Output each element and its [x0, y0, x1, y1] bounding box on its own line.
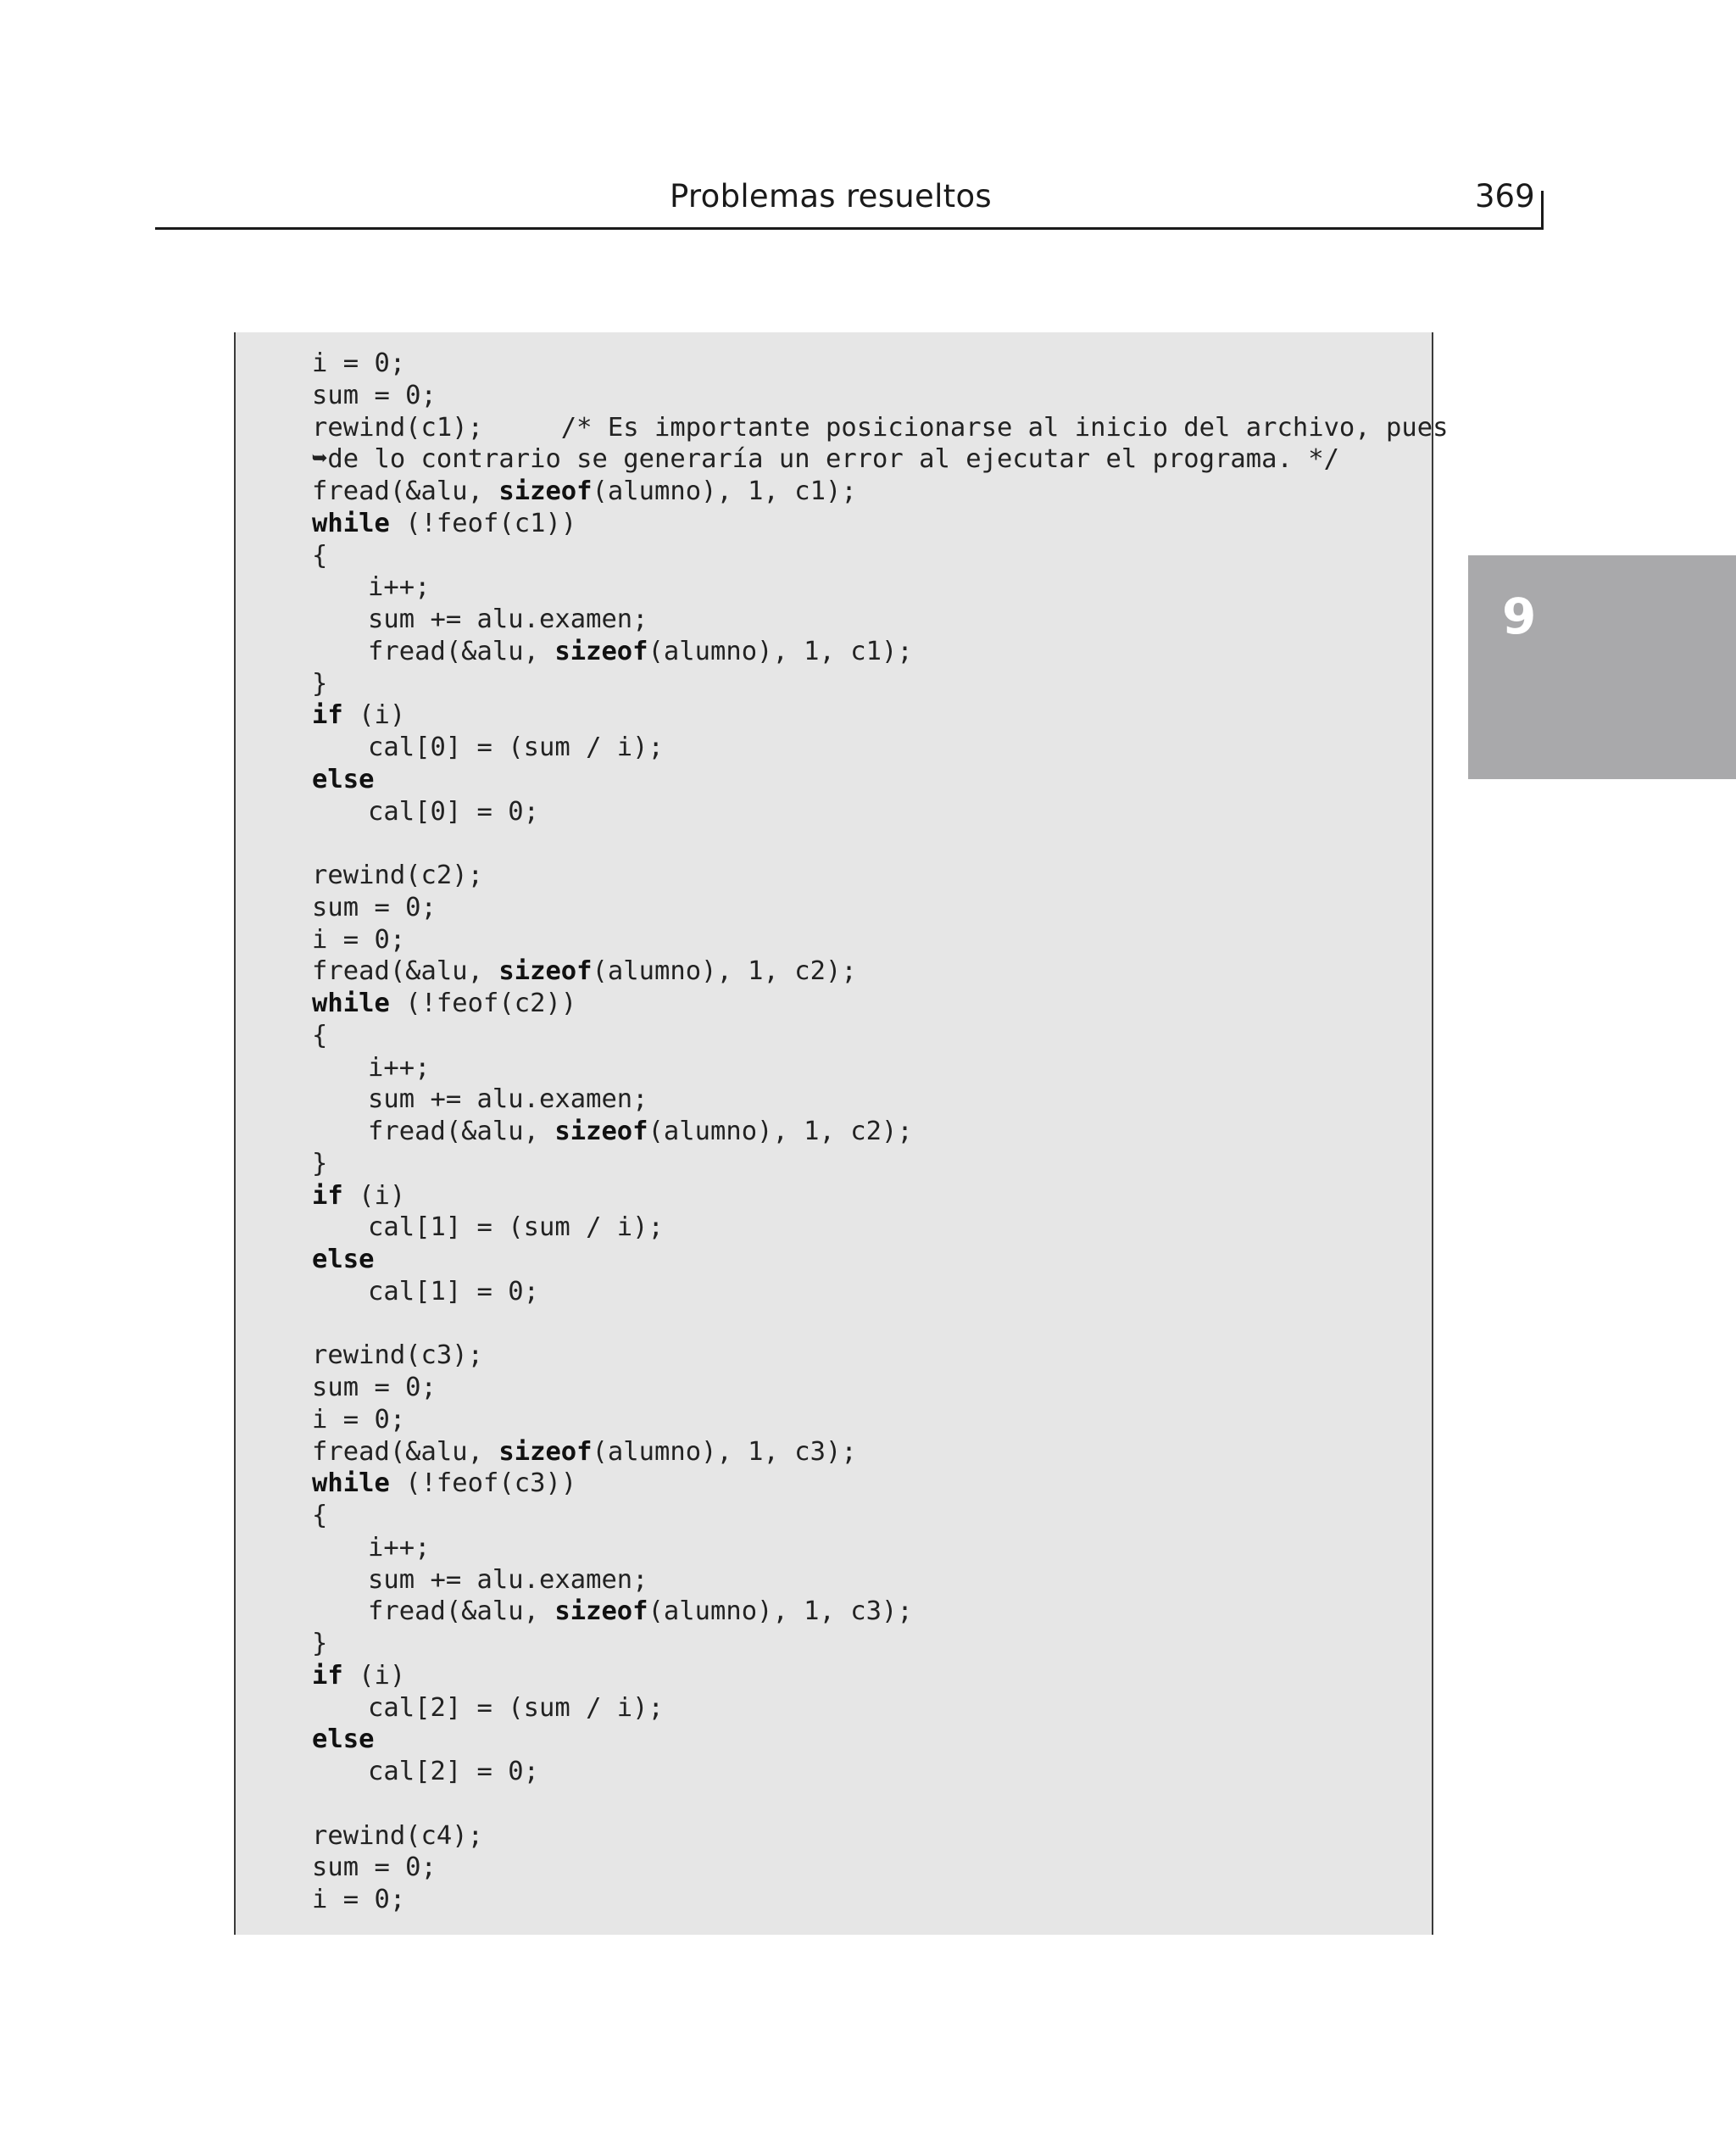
code-line [312, 1564, 1448, 1596]
code-keyword: sizeof [498, 956, 593, 987]
code-text: { [312, 1501, 328, 1530]
code-line [312, 1788, 1448, 1820]
code-text: cal[2] = 0; [368, 1757, 539, 1786]
code-line [312, 699, 1448, 732]
code-text: (i) [342, 1660, 406, 1691]
header-rule-tick [1541, 191, 1544, 230]
code-line [312, 764, 1448, 796]
code-line [312, 412, 1448, 444]
code-text: cal[2] = (sum / i); [368, 1692, 664, 1723]
code-line [312, 1308, 1448, 1340]
code-text: rewind(c4); [312, 1820, 483, 1851]
code-line [312, 1180, 1448, 1212]
code-line [312, 668, 1448, 700]
code-line [312, 540, 1448, 572]
code-text: (alumno), 1, c3); [648, 1596, 913, 1627]
code-line [312, 1692, 1448, 1724]
code-text: fread(&alu, [368, 1117, 555, 1146]
code-line [312, 604, 1448, 636]
code-text: cal[1] = 0; [368, 1276, 539, 1306]
code-text: i = 0; [312, 1404, 406, 1435]
code-line [312, 1436, 1448, 1468]
chapter-tab [1468, 555, 1736, 779]
code-keyword: sizeof [554, 1596, 648, 1627]
code-line [312, 892, 1448, 924]
code-keyword: while [312, 1468, 390, 1499]
code-text: rewind(c1); /* Es importante posicionarse al inicio del archivo, pues [312, 412, 1449, 443]
code-text: (!feof(c1)) [389, 508, 577, 538]
code-text: i++; [368, 572, 431, 603]
code-line [312, 1500, 1448, 1532]
code-text: } [312, 1148, 328, 1178]
code-line [312, 571, 1448, 604]
code-text: sum += alu.examen; [368, 604, 648, 634]
code-listing-box [234, 332, 1449, 1935]
code-line [312, 1724, 1448, 1756]
code-text: sum += alu.examen; [368, 1084, 648, 1115]
code-text: sum = 0; [312, 892, 437, 922]
header-rule [155, 227, 1544, 230]
code-text: cal[0] = 0; [368, 796, 539, 827]
code-keyword: while [312, 508, 390, 538]
code-line [312, 1148, 1448, 1180]
code-line [312, 1660, 1448, 1692]
code-line [312, 1596, 1448, 1628]
code-line [312, 1404, 1448, 1436]
code-line [312, 1276, 1448, 1308]
page-number: 369 [1475, 178, 1535, 214]
code-keyword: sizeof [554, 636, 648, 666]
chapter-number: 9 [1502, 588, 1537, 645]
code-line [312, 1372, 1448, 1404]
code-line [312, 443, 1448, 476]
code-text: fread(&alu, [312, 1436, 499, 1467]
code-keyword: while [312, 989, 390, 1018]
code-listing [312, 348, 1448, 1916]
code-keyword: else [312, 1724, 375, 1755]
code-line [312, 732, 1448, 764]
code-text: fread(&alu, [312, 476, 499, 506]
code-text: (!feof(c2)) [389, 989, 577, 1018]
code-text: (alumno), 1, c1); [648, 636, 913, 666]
code-line [312, 1628, 1448, 1660]
code-keyword: else [312, 764, 375, 794]
code-text: i++; [368, 1532, 431, 1563]
code-text: fread(&alu, [368, 1596, 555, 1627]
code-line [312, 1852, 1448, 1884]
code-line [312, 636, 1448, 668]
code-keyword: sizeof [498, 1436, 593, 1467]
code-line [312, 796, 1448, 828]
code-line [312, 348, 1448, 380]
code-keyword: if [312, 1660, 343, 1691]
code-text: ➥de lo contrario se generaría un error al ejecutar el programa. */ [312, 444, 1339, 475]
code-text: { [312, 1020, 328, 1050]
code-keyword: if [312, 700, 343, 731]
code-text: sum = 0; [312, 1852, 437, 1883]
code-text: cal[1] = (sum / i); [368, 1212, 664, 1243]
code-line [312, 1468, 1448, 1500]
code-line [312, 1532, 1448, 1564]
code-text: fread(&alu, [368, 636, 555, 666]
code-text: (i) [342, 1180, 406, 1211]
running-header-title: Problemas resueltos [669, 178, 993, 214]
code-text: (alumno), 1, c2); [648, 1117, 913, 1146]
code-text: fread(&alu, [312, 956, 499, 987]
code-line [312, 1340, 1448, 1372]
code-line [312, 1244, 1448, 1276]
code-keyword: sizeof [554, 1117, 648, 1146]
code-line [312, 1212, 1448, 1244]
code-text: { [312, 540, 328, 571]
code-text: cal[0] = (sum / i); [368, 733, 664, 762]
code-keyword: else [312, 1245, 375, 1274]
code-keyword: sizeof [498, 476, 593, 506]
code-line [312, 924, 1448, 956]
code-line [312, 1020, 1448, 1052]
code-line [312, 988, 1448, 1020]
code-text: sum = 0; [312, 1373, 437, 1402]
code-text: } [312, 668, 328, 699]
code-line [312, 860, 1448, 892]
code-line [312, 1756, 1448, 1788]
code-text: rewind(c3); [312, 1340, 483, 1371]
code-line [312, 1116, 1448, 1148]
code-line [312, 508, 1448, 540]
code-line [312, 1084, 1448, 1116]
code-text: } [312, 1629, 328, 1658]
code-line [312, 1884, 1448, 1916]
code-text: (!feof(c3)) [389, 1468, 577, 1499]
code-text: (alumno), 1, c1); [592, 476, 857, 506]
code-text: sum += alu.examen; [368, 1564, 648, 1595]
code-keyword: if [312, 1180, 343, 1211]
code-text: i = 0; [312, 348, 406, 378]
code-text: (alumno), 1, c3); [592, 1436, 857, 1467]
code-line [312, 380, 1448, 412]
code-text: rewind(c2); [312, 861, 483, 890]
code-line [312, 955, 1448, 988]
code-line [312, 476, 1448, 508]
code-text: i = 0; [312, 924, 406, 955]
code-text: sum = 0; [312, 380, 437, 410]
code-text: i++; [368, 1052, 431, 1083]
code-line [312, 1820, 1448, 1852]
code-line [312, 1052, 1448, 1084]
code-line [312, 827, 1448, 860]
code-text: i = 0; [312, 1885, 406, 1914]
code-text: (alumno), 1, c2); [592, 956, 857, 987]
code-text: (i) [342, 700, 406, 731]
